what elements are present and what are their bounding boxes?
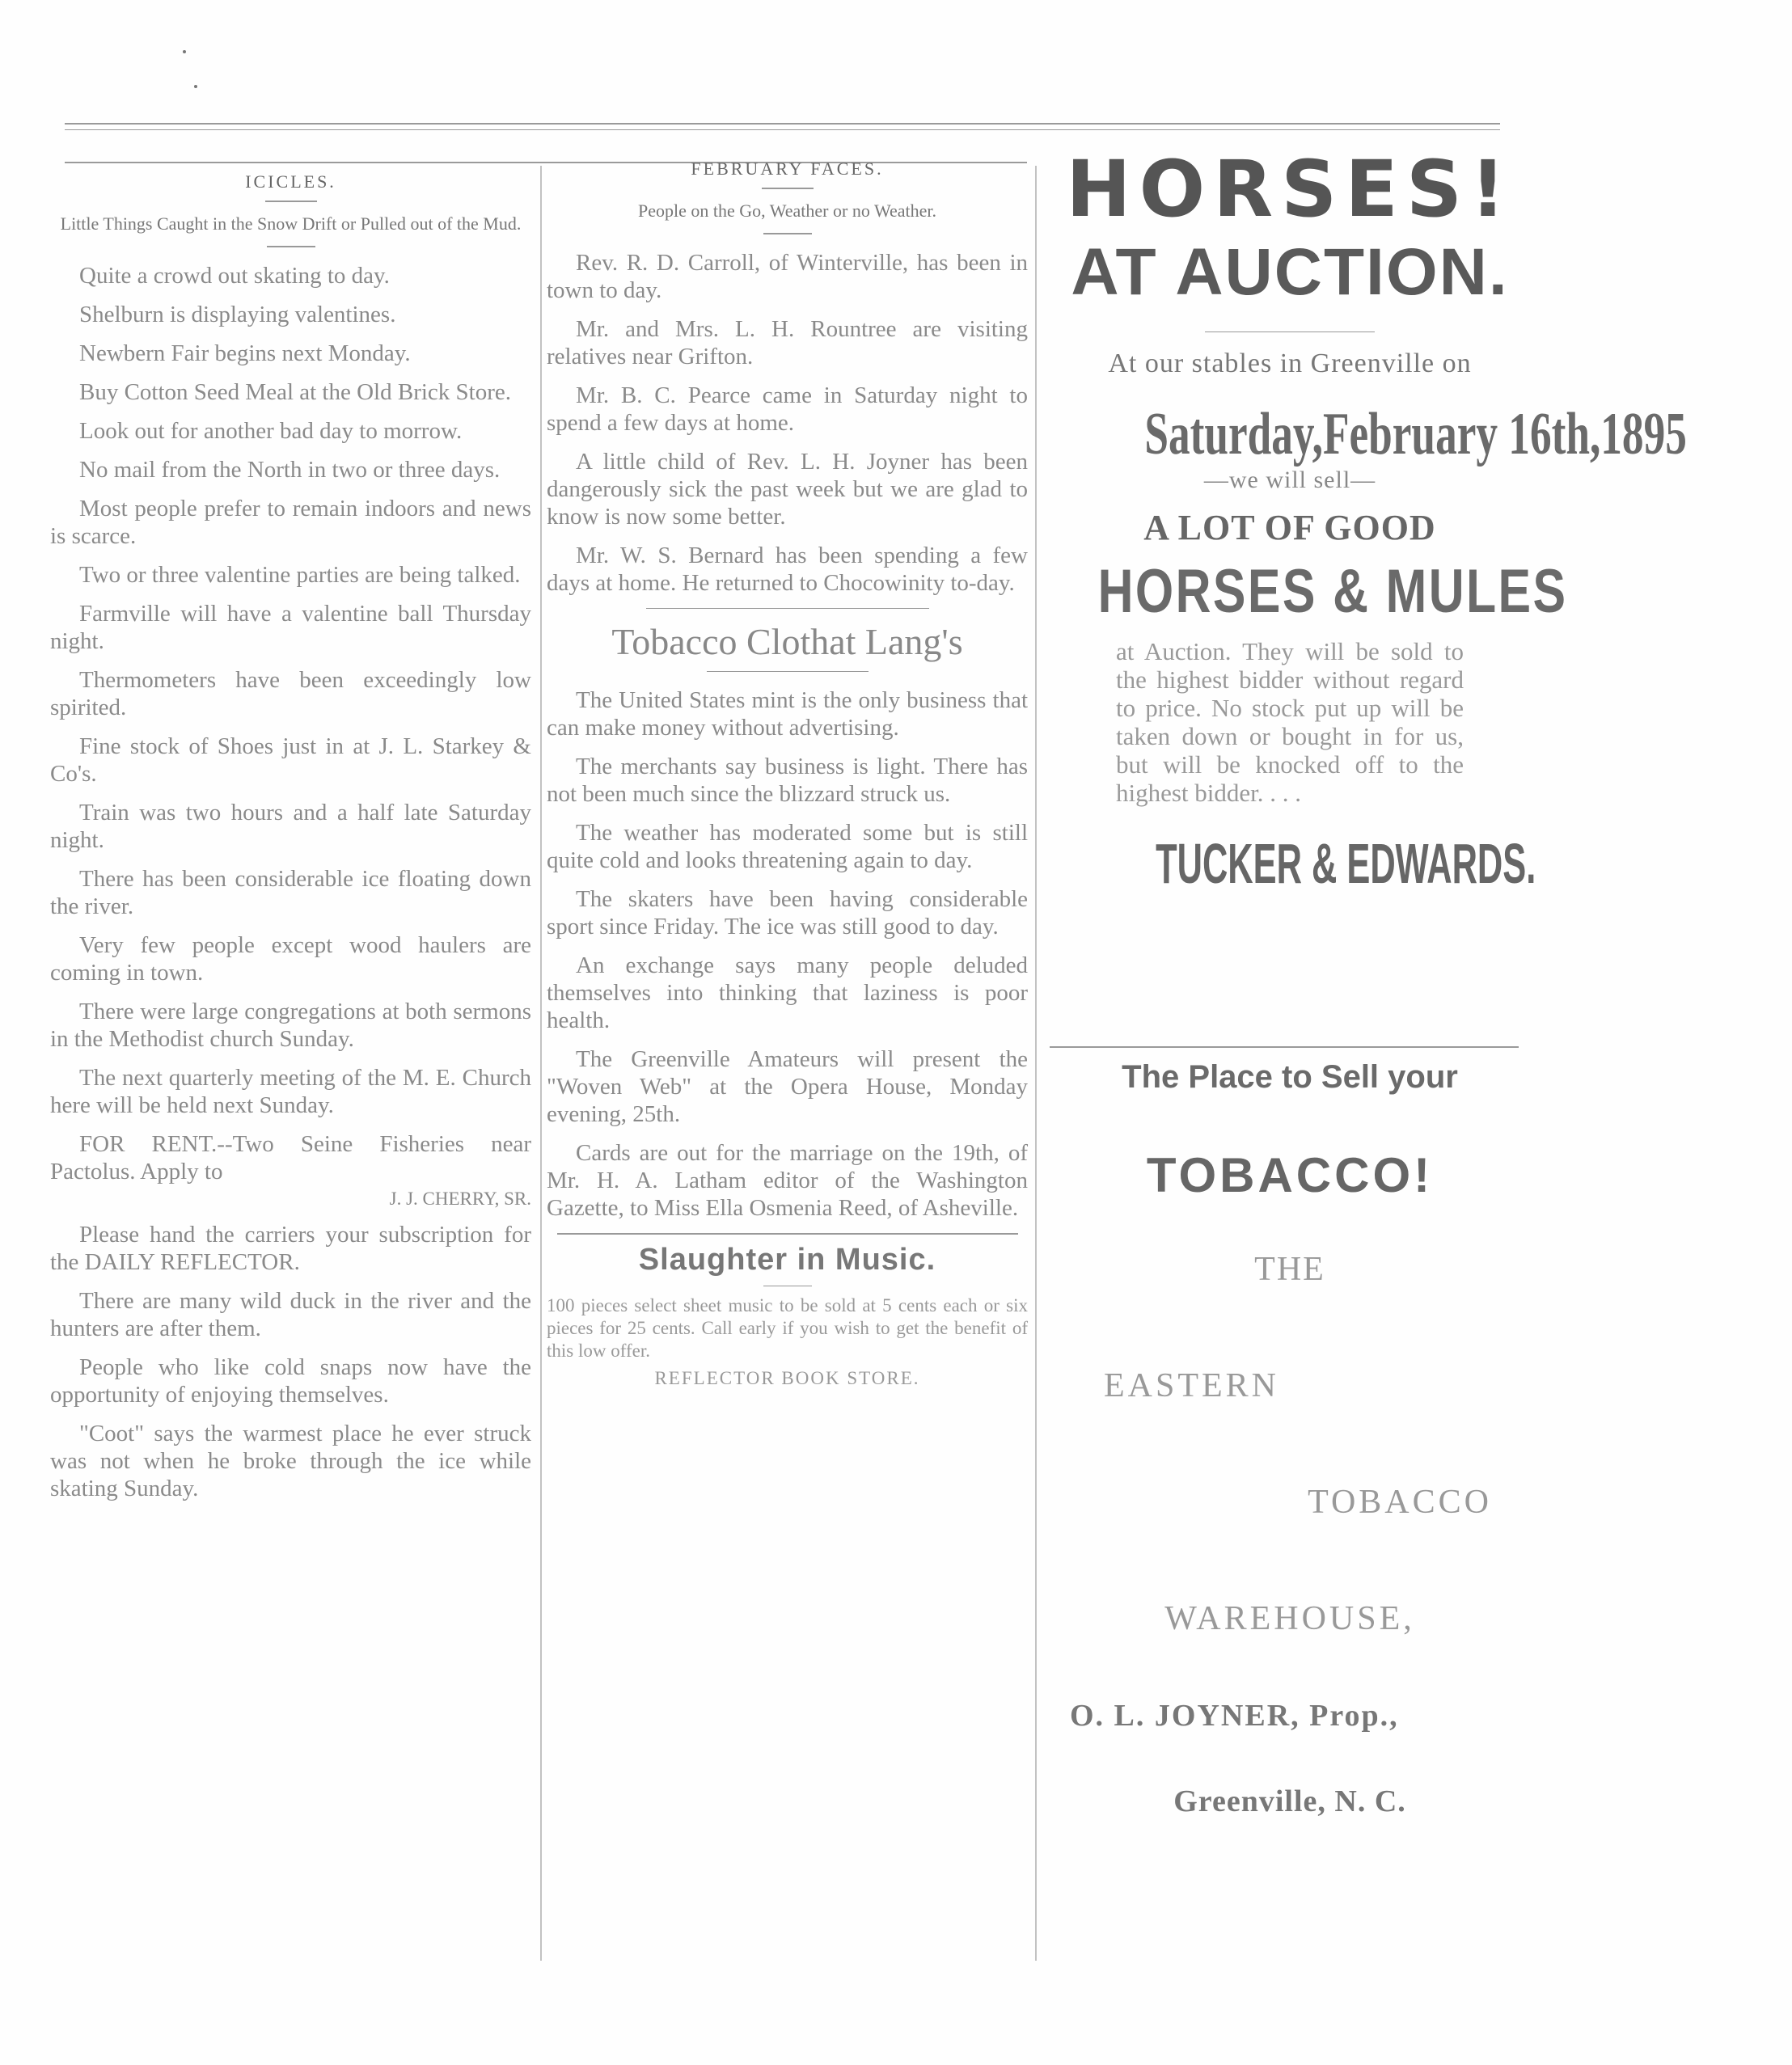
news-item: There are many wild duck in the river and the hunters are after them. (50, 1288, 531, 1341)
news-item: Very few people except wood haulers are coming in town. (50, 932, 531, 986)
horses-mules: HORSES & MULES (1097, 557, 1568, 626)
section-rule (707, 671, 869, 672)
auction-date-wrap (1039, 400, 1687, 467)
warehouse-name: WAREHOUSE, (1164, 1600, 1415, 1637)
section-rule (557, 1233, 1018, 1235)
auction-title: HORSES! (1066, 144, 1514, 234)
ink-speck (194, 85, 197, 88)
music-heading: Slaughter in Music. (638, 1243, 936, 1277)
ad-rule (1205, 331, 1375, 332)
news-item: People who like cold snaps now have the opportunity of enjoying themselves. (50, 1354, 531, 1408)
news-item: Look out for another bad day to morrow. (79, 418, 463, 444)
news-item: Buy Cotton Seed Meal at the Old Brick Store. (79, 379, 512, 405)
heading-rule (267, 246, 315, 247)
news-item: Mr. B. C. Pearce came in Saturday night to spend a few days at home. (547, 382, 1028, 436)
will-sell: —we will sell— (1203, 467, 1376, 493)
news-item: Farmville will have a valentine ball Thursday night. (50, 601, 531, 654)
news-item: Train was two hours and a half late Saturday night. (50, 800, 531, 853)
heading-rule (265, 201, 317, 202)
column-divider (540, 166, 542, 1961)
heading-rule (763, 233, 812, 234)
news-item: Mr. and Mrs. L. H. Rountree are visiting relatives near Grifton. (547, 316, 1028, 370)
warehouse-location: Greenville, N. C. (1173, 1784, 1406, 1818)
news-item: A little child of Rev. L. H. Joyner has been dangerously sick the past week but we are glad to know is now some better. (547, 449, 1028, 530)
tobacco-cloth-heading: Tobacco Clothat Lang's (611, 621, 963, 662)
news-item: The Greenville Amateurs will present the "Woven Web" at the Opera House, Monday evening, 25th. (547, 1046, 1028, 1127)
news-item: Cards are out for the marriage on the 19th, of Mr. H. A. Latham editor of the Washington Gazette, to Miss Ella Osmenia Reed, of Asheville. (547, 1140, 1028, 1221)
ink-speck (183, 50, 186, 53)
news-item: Please hand the carriers your subscription for the DAILY REFLECTOR. (50, 1222, 531, 1275)
music-ad-text: 100 pieces select sheet music to be sold at 5 cents each or six pieces for 25 cents. Call early if you wish to get the benefit of this low offer. (547, 1295, 1028, 1361)
lot-of-good: A LOT OF GOOD (1143, 508, 1436, 547)
news-item: Most people prefer to remain indoors and news is scarce. (50, 496, 531, 549)
news-item: Mr. W. S. Bernard has been spending a few days at home. He returned to Chocowinity to-day. (547, 543, 1028, 596)
warehouse-advertisement (1039, 1059, 1541, 1819)
auction-date: Saturday,February 16th,1895 (1144, 401, 1687, 467)
heading-rule (762, 188, 814, 189)
news-item: There were large congregations at both sermons in the Methodist church Sunday. (50, 999, 531, 1052)
auction-advertisement (1039, 144, 1687, 896)
news-item: The next quarterly meeting of the M. E. Church here will be held next Sunday. (50, 1065, 531, 1118)
news-item: FOR RENT.--Two Seine Fisheries near Pactolus. Apply to (50, 1131, 531, 1185)
warehouse-tagline: The Place to Sell your (1122, 1059, 1458, 1095)
news-item: There has been considerable ice floating down the river. (50, 866, 531, 919)
auction-location: At our stables in Greenville on (1108, 348, 1472, 378)
ad-divider (1050, 1046, 1519, 1048)
auction-terms: at Auction. They will be sold to the highest bidder without regard to price. No stock put up will be taken down or bought in for us, but will be knocked off to the highest bidder. . . . (1116, 637, 1464, 807)
news-item: Shelburn is displaying valentines. (79, 302, 396, 327)
news-item: The skaters have been having considerable sport since Friday. The ice was still good to day. (547, 886, 1028, 940)
news-item: The United States mint is the only business that can make money without advertising. (547, 687, 1028, 741)
masthead-rule-top (65, 123, 1500, 125)
seller-wrap (1039, 831, 1541, 896)
auction-subtitle: AT AUCTION. (1071, 235, 1509, 309)
news-item: Newbern Fair begins next Monday. (79, 340, 411, 366)
auction-seller: TUCKER & EDWARDS. (1156, 832, 1536, 895)
column-heading: ICICLES. (245, 171, 336, 192)
news-item: Rev. R. D. Carroll, of Winterville, has been in town to day. (547, 250, 1028, 303)
news-item: Fine stock of Shoes just in at J. L. Starkey & Co's. (50, 733, 531, 787)
warehouse-the: THE (1254, 1251, 1325, 1288)
warehouse-tobacco: TOBACCO! (1146, 1148, 1434, 1202)
masthead-rule-bottom (65, 129, 1500, 130)
warehouse-proprietor: O. L. JOYNER, Prop., (1070, 1699, 1399, 1733)
news-item: The merchants say business is light. There has not been much since the blizzard struck us. (547, 754, 1028, 807)
music-ad-signature: REFLECTOR BOOK STORE. (654, 1368, 920, 1388)
column-subheading: Little Things Caught in the Snow Drift or Pulled out of the Mud. (60, 213, 522, 234)
column-divider (1035, 166, 1037, 1961)
news-item: Two or three valentine parties are being talked. (79, 562, 521, 588)
news-item: An exchange says many people deluded themselves into thinking that laziness is poor health. (547, 952, 1028, 1033)
news-item: No mail from the North in two or three days. (79, 457, 501, 483)
warehouse-eastern: EASTERN (1104, 1367, 1279, 1404)
news-item: "Coot" says the warmest place he ever struck was not when he broke through the ice while skating Sunday. (50, 1421, 531, 1501)
column-heading: FEBRUARY FACES. (691, 158, 884, 179)
february-faces-column (547, 158, 1028, 1390)
rent-signature: J. J. CHERRY, SR. (389, 1189, 531, 1209)
column-subheading: People on the Go, Weather or no Weather. (638, 201, 936, 221)
news-item: Quite a crowd out skating to day. (79, 263, 390, 289)
section-rule (646, 608, 929, 609)
warehouse-tobacco-word: TOBACCO (1308, 1484, 1492, 1521)
icicles-column (50, 171, 531, 1514)
animals-wrap (1039, 556, 1568, 626)
news-item: The weather has moderated some but is still quite cold and looks threatening again to day. (547, 820, 1028, 873)
news-item: Thermometers have been exceedingly low spirited. (50, 667, 531, 720)
